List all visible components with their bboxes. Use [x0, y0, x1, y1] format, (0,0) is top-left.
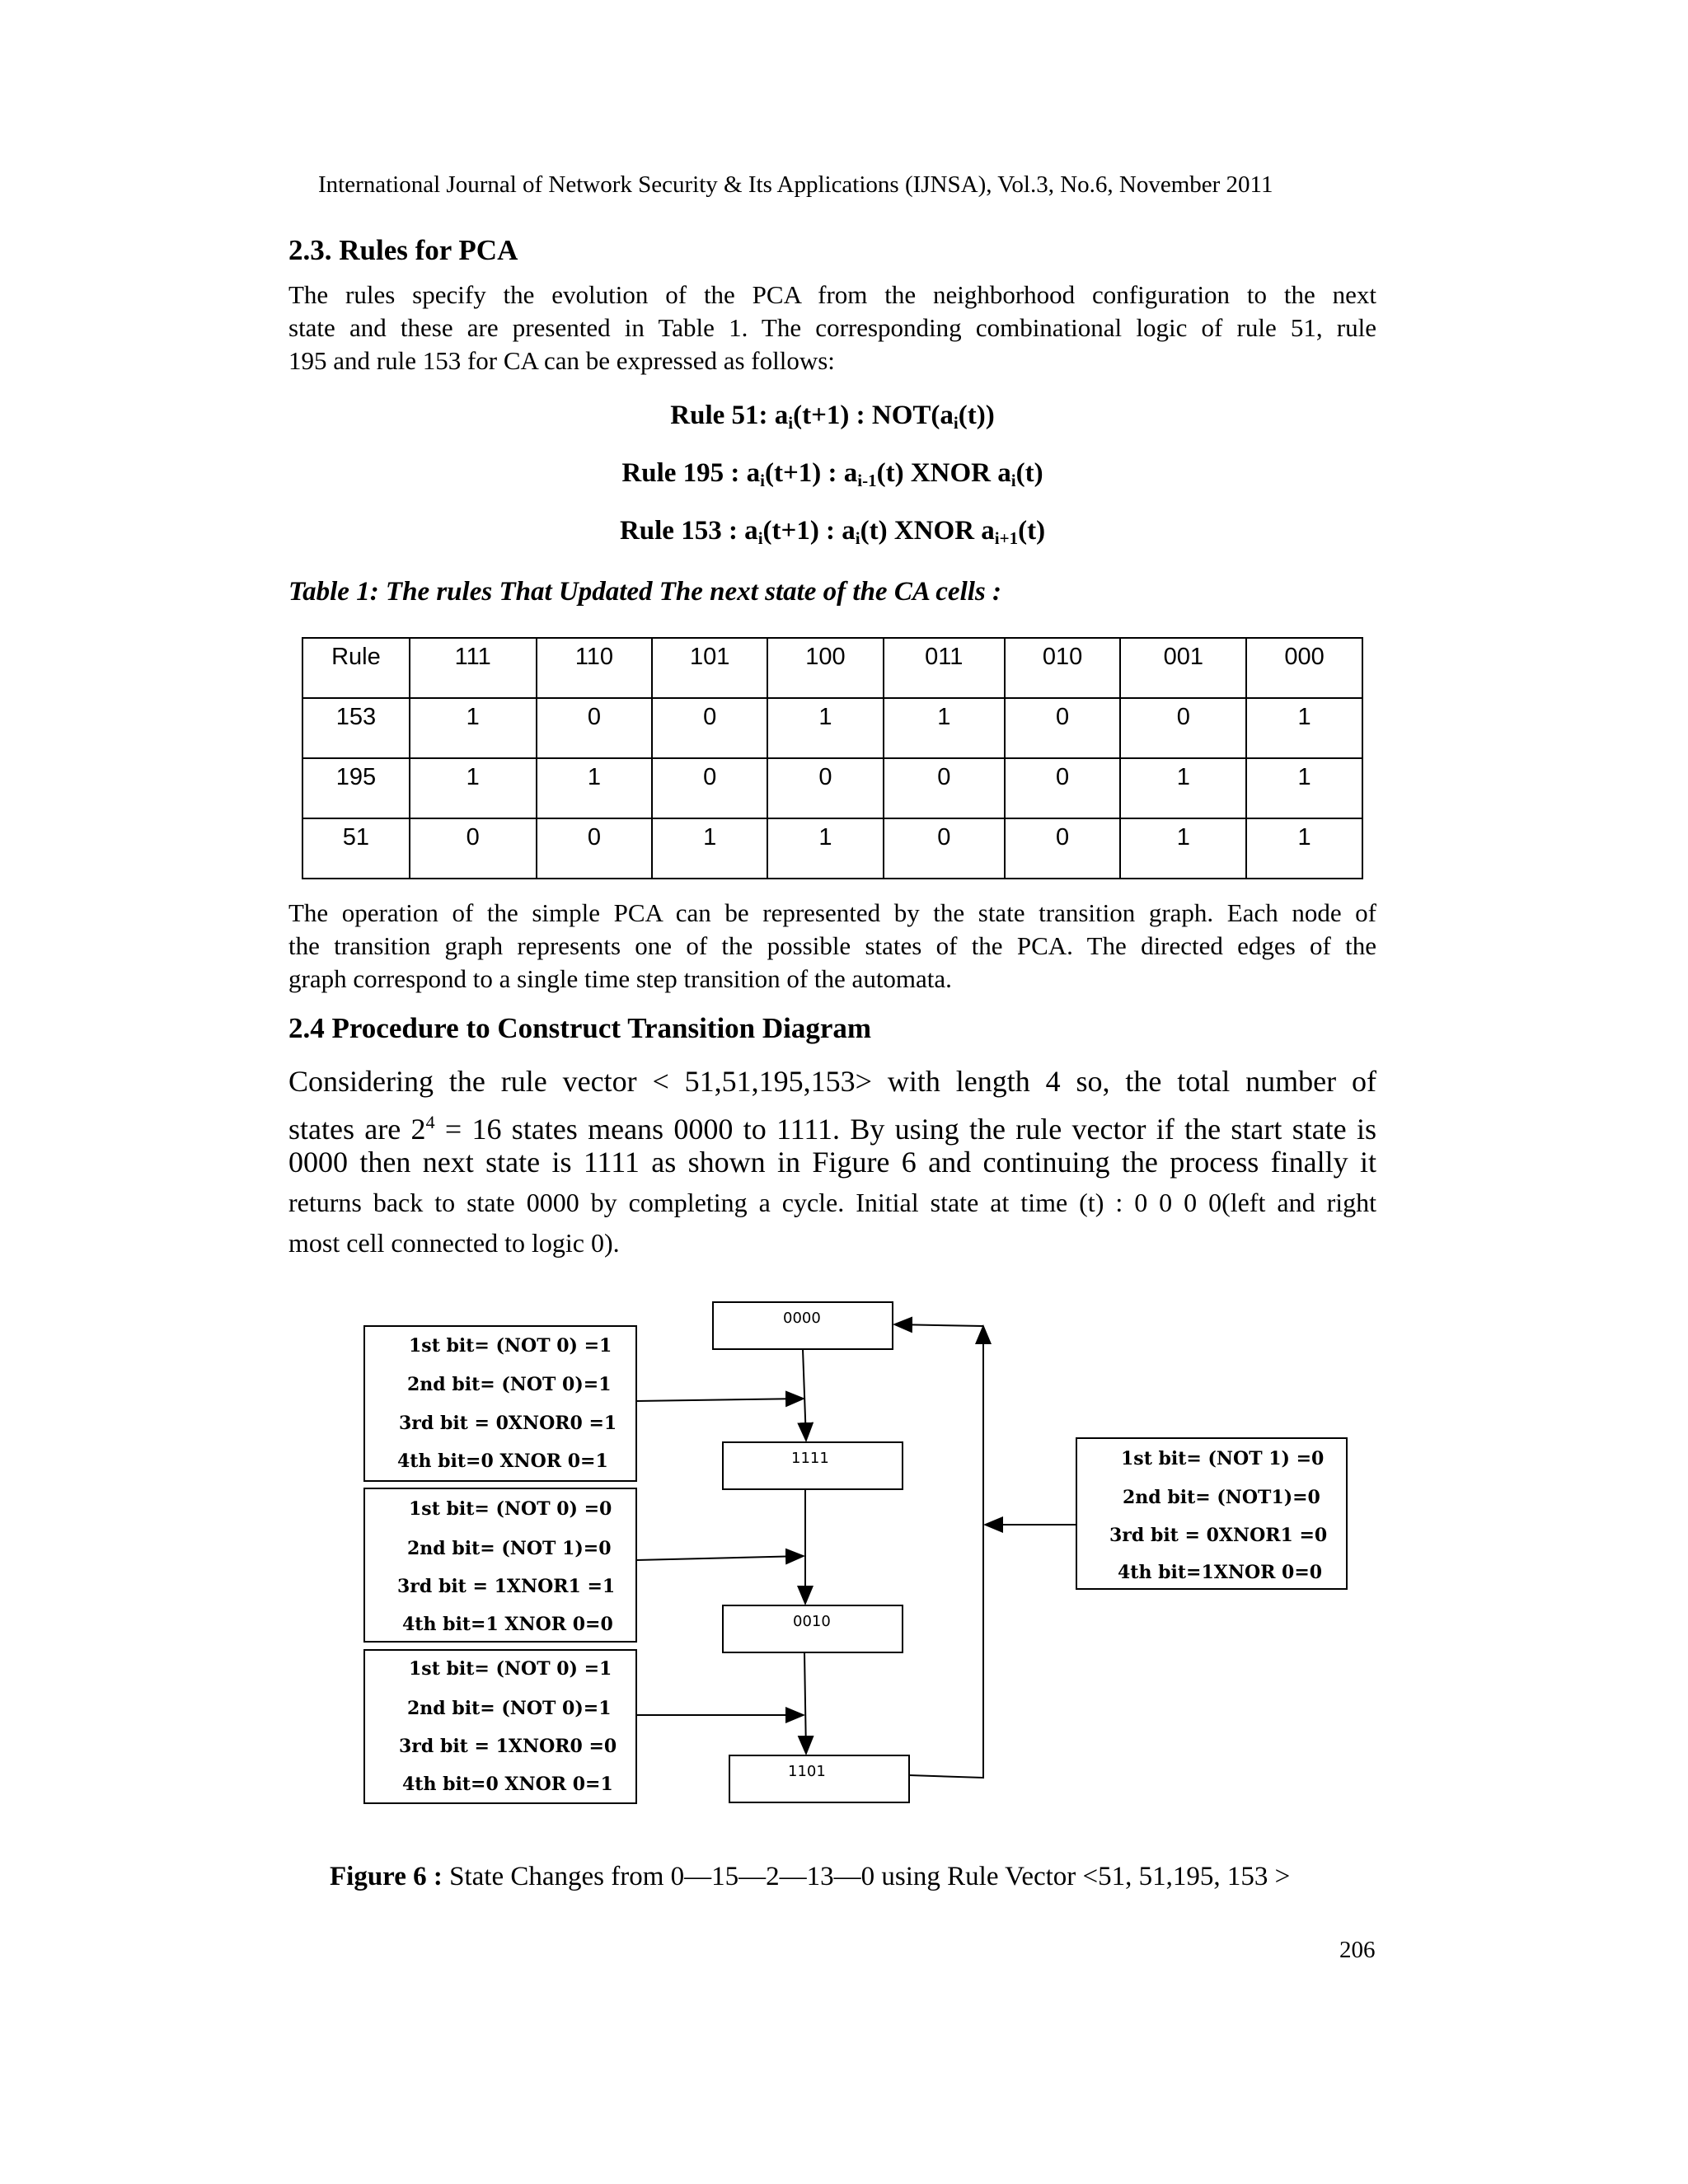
calc-arrow	[636, 1556, 804, 1560]
paragraph-line: state and these are presented in Table 1. The corresponding combinational logic of rule 51, rule	[288, 313, 1376, 342]
table-cell: 195	[302, 758, 410, 818]
state-label: 1111	[791, 1450, 829, 1467]
rule-195-expression: Rule 195 : $a_i(t+1)$ : $a_{i-1}(t)$ XNOR $a_i(t)$	[621, 458, 1043, 490]
calculation-line: 4th bit=1 XNOR 0=0	[402, 1614, 613, 1635]
table-cell: 0	[537, 818, 653, 879]
table-cell: 0	[652, 698, 767, 758]
calculation-line: 2nd bit= (NOT1)=0	[1123, 1487, 1320, 1508]
table-cell: 1	[1246, 758, 1362, 818]
state-label: 0010	[793, 1613, 831, 1630]
loop-back-arrow	[894, 1324, 983, 1326]
table-cell: 1	[1120, 818, 1246, 879]
table-cell: 1	[884, 698, 1005, 758]
calc-arrow	[636, 1399, 804, 1401]
page-number: 206	[1339, 1937, 1376, 1963]
paragraph-line: The operation of the simple PCA can be represented by the state transition graph. Each node of	[288, 898, 1376, 927]
calculation-line: 3rd bit = 0XNOR0 =1	[399, 1413, 617, 1434]
paragraph-line: The rules specify the evolution of the PCA from the neighborhood configuration to the next	[288, 280, 1376, 309]
paragraph-line: Considering the rule vector < 51,51,195,153> with length 4 so, the total number of	[288, 1065, 1376, 1098]
paragraph-line: most cell connected to logic 0).	[288, 1228, 620, 1258]
table-cell: 0	[652, 758, 767, 818]
table-cell: 1	[767, 818, 884, 879]
running-header: International Journal of Network Security & Its Applications (IJNSA), Vol.3, No.6, November 2011	[318, 171, 1273, 198]
table-cell: 153	[302, 698, 410, 758]
paragraph-line: 0000 then next state is 1111 as shown in Figure 6 and continuing the process finally it	[288, 1146, 1376, 1179]
calculation-line: 2nd bit= (NOT 0)=1	[407, 1374, 612, 1395]
table-header-cell: 101	[652, 638, 767, 698]
table-cell: 0	[537, 698, 653, 758]
calculation-line: 4th bit=0 XNOR 0=1	[402, 1774, 613, 1795]
calculation-line: 1st bit= (NOT 0) =1	[409, 1658, 612, 1680]
figure-caption: Figure 6 : State Changes from 0—15—2—13—0 using Rule Vector <51, 51,195, 153 >	[330, 1862, 1291, 1891]
table-cell: 0	[767, 758, 884, 818]
state-label: 0000	[783, 1310, 821, 1327]
state-label: 1101	[788, 1763, 826, 1780]
table-header-cell: 011	[884, 638, 1005, 698]
flow-arrow	[803, 1349, 806, 1441]
paragraph-line: graph correspond to a single time step transition of the automata.	[288, 964, 952, 993]
table-cell: 0	[1005, 698, 1121, 758]
table-header-cell: 100	[767, 638, 884, 698]
paragraph-line: 195 and rule 153 for CA can be expressed as follows:	[288, 346, 835, 375]
table-header-cell: 010	[1005, 638, 1121, 698]
calculation-line: 1st bit= (NOT 0) =1	[409, 1335, 612, 1357]
calculation-line: 3rd bit = 0XNOR1 =0	[1109, 1525, 1328, 1546]
table-header-cell: 111	[410, 638, 537, 698]
table-cell: 1	[410, 758, 537, 818]
loop-back-line	[909, 1326, 983, 1778]
table-cell: 0	[1005, 818, 1121, 879]
table-cell: 1	[410, 698, 537, 758]
calculation-line: 1st bit= (NOT 1) =0	[1121, 1448, 1325, 1469]
table-header-cell: 000	[1246, 638, 1362, 698]
table-cell: 1	[1246, 698, 1362, 758]
paragraph-line: the transition graph represents one of the possible states of the PCA. The directed edges of the	[288, 931, 1376, 960]
calculation-line: 4th bit=0 XNOR 0=1	[397, 1451, 608, 1472]
calculation-line: 1st bit= (NOT 0) =0	[409, 1498, 612, 1520]
calculation-line: 3rd bit = 1XNOR0 =0	[399, 1736, 617, 1757]
table-cell: 1	[767, 698, 884, 758]
table-cell: 0	[884, 818, 1005, 879]
calculation-line: 3rd bit = 1XNOR1 =1	[397, 1576, 616, 1597]
calculation-line: 2nd bit= (NOT 1)=0	[407, 1538, 612, 1559]
table-cell: 1	[537, 758, 653, 818]
table-cell: 1	[1120, 758, 1246, 818]
paragraph-line: returns back to state 0000 by completing a cycle. Initial state at time (t) : 0 0 0 0(left and right	[288, 1188, 1376, 1217]
table-header-cell: Rule	[302, 638, 410, 698]
section-heading-2-4: 2.4 Procedure to Construct Transition Diagram	[288, 1012, 872, 1044]
calculation-line: 4th bit=1XNOR 0=0	[1118, 1562, 1323, 1583]
table-cell: 0	[410, 818, 537, 879]
table-cell: 51	[302, 818, 410, 879]
table-cell: 0	[1120, 698, 1246, 758]
section-heading-2-3: 2.3. Rules for PCA	[288, 234, 518, 266]
table-caption: Table 1: The rules That Updated The next state of the CA cells :	[288, 577, 1001, 607]
table-cell: 1	[652, 818, 767, 879]
flow-arrow	[804, 1652, 806, 1754]
calculation-line: 2nd bit= (NOT 0)=1	[407, 1698, 612, 1719]
table-cell: 0	[1005, 758, 1121, 818]
table-header-cell: 110	[537, 638, 653, 698]
table-cell: 1	[1246, 818, 1362, 879]
paragraph-line: states are $2^4 = 16$ states means 0000 to 1111. By using the rule vector if the start state is	[288, 1112, 1376, 1146]
rule-153-expression: Rule 153 : $a_i(t+1)$ : $a_i(t)$ XNOR $a_{i+1}(t)$	[619, 516, 1046, 548]
rule-51-expression: Rule 51: $a_i(t+1)$ : $NOT(a_i(t))$	[670, 401, 995, 433]
table-cell: 0	[884, 758, 1005, 818]
table-header-cell: 001	[1120, 638, 1246, 698]
